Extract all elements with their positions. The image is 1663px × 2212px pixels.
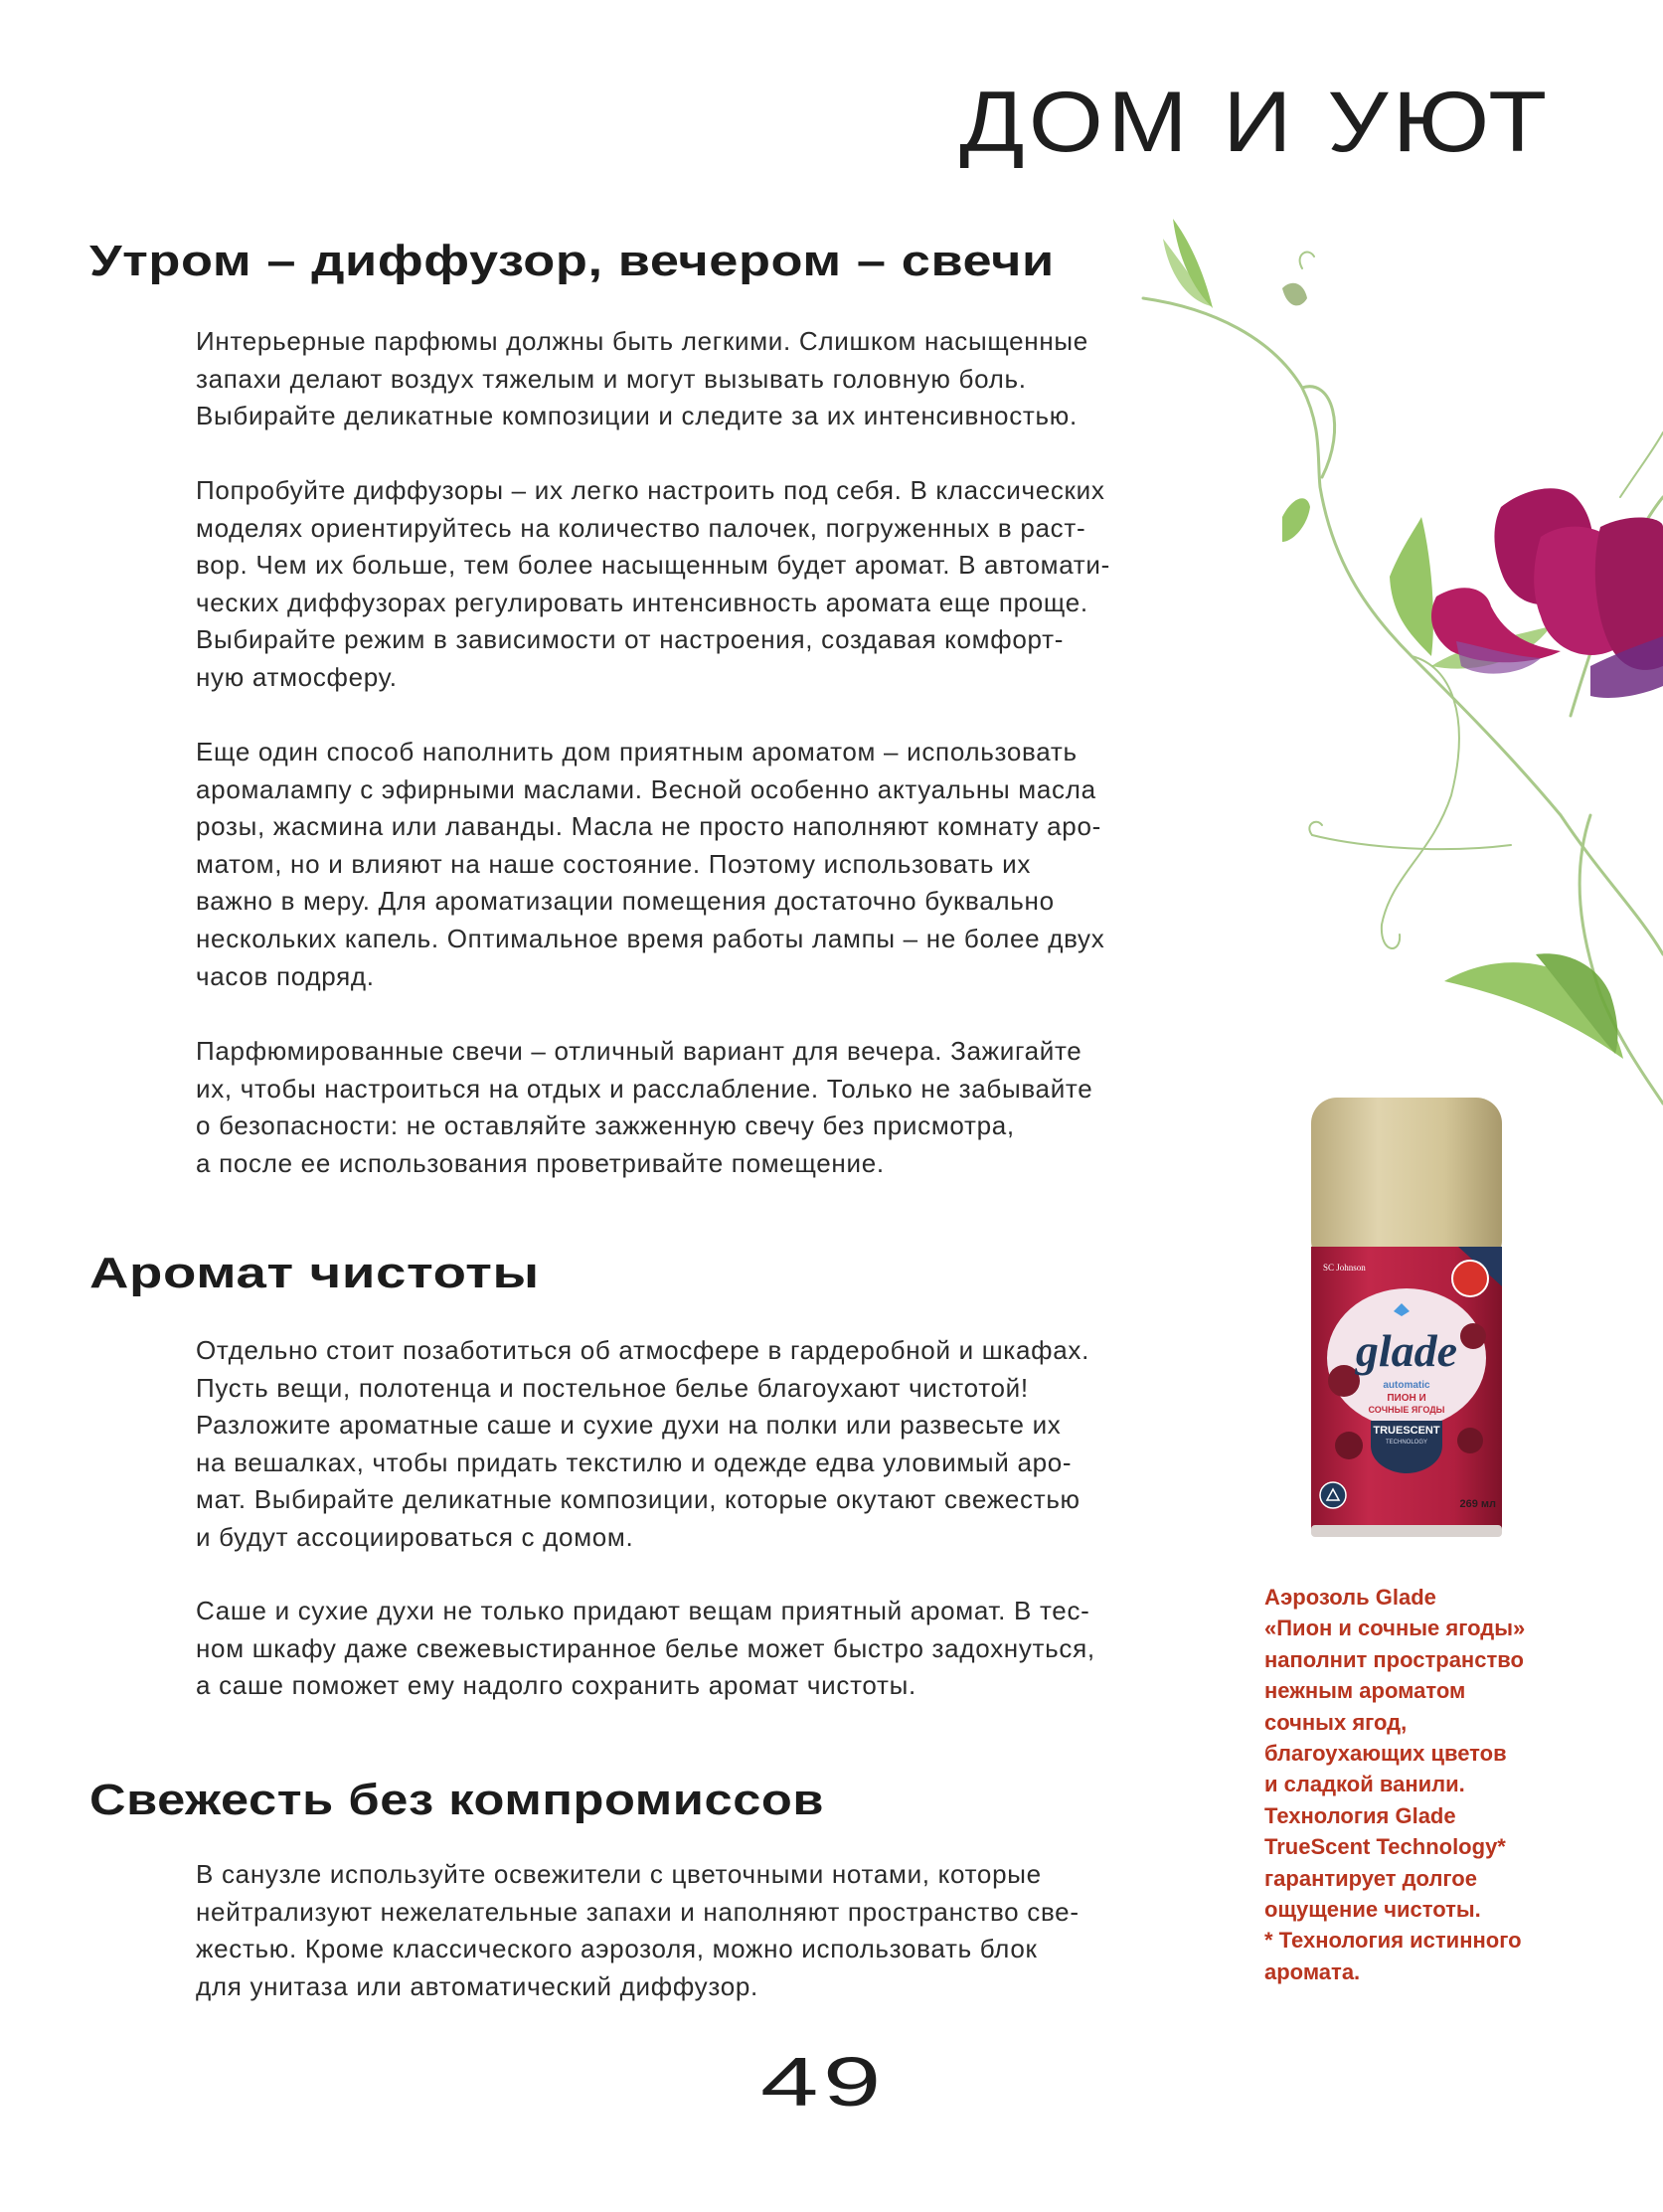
sweet-pea-illustration bbox=[1133, 199, 1663, 1113]
svg-text:ПИОН И: ПИОН И bbox=[1387, 1393, 1426, 1404]
page-number: 49 bbox=[760, 2043, 886, 2121]
section-heading-clean-scent: Аромат чистоты bbox=[89, 1249, 540, 1297]
section-heading-freshness: Свежесть без компромиссов bbox=[89, 1776, 825, 1824]
paragraph: Парфюмированные свечи – отличный вариант для вечера. Зажигайте их, чтобы настроиться на отдых и расслабление. Только не забывайте о безопасности: не оставляйте зажженную свечу без присмотра, а после ее использования проветривайте помещение. bbox=[196, 1036, 1093, 1178]
paragraph: В санузле используйте освежители с цветочными нотами, которые нейтрализуют нежелательные запахи и наполняют пространство све- жестью. Кроме классического аэрозоля, можно использовать блок для унитаза или автоматический диффузор. bbox=[196, 1859, 1080, 2001]
paragraph: Саше и сухие духи не только придают вещам приятный аромат. В тес- ном шкафу даже свежевыстиранное белье может быстро задохнуться, а саше поможет ему надолго сохранить аромат чистоты. bbox=[196, 1596, 1095, 1701]
paragraph: Попробуйте диффузоры – их легко настроить под себя. В классических моделях ориентируйтесь на количество палочек, погруженных в раст- вор. Чем их больше, тем более насыщенным будет аромат. В автомати- ческих диффузорах регулировать интенсивность аромата еще проще. Выбирайте режим в зависимости от настроения, создавая комфорт- ную атмосферу. bbox=[196, 475, 1110, 692]
product-caption: Аэрозоль Glade «Пион и сочные ягоды» наполнит пространство нежным ароматом сочных ягод, благоухающих цветов и сладкой ванили. Технология Glade TrueScent Technology* гарантирует долгое ощущение чистоты. * Технология истинного аромата. bbox=[1264, 1585, 1526, 1984]
page-section-title: ДОМ И УЮТ bbox=[959, 75, 1552, 170]
svg-text:glade: glade bbox=[1355, 1325, 1458, 1376]
svg-text:SC Johnson: SC Johnson bbox=[1323, 1263, 1366, 1273]
svg-text:automatic: automatic bbox=[1383, 1380, 1430, 1391]
glade-aerosol-product-image bbox=[1309, 1098, 1504, 1539]
paragraph: Интерьерные парфюмы должны быть легкими. Слишком насыщенные запахи делают воздух тяжелым и могут вызывать головную боль. Выбирайте деликатные композиции и следите за их интенсивностью. bbox=[196, 326, 1088, 431]
svg-text:TRUESCENT: TRUESCENT bbox=[1373, 1425, 1440, 1437]
section-heading-diffusers: Утром – диффузор, вечером – свечи bbox=[89, 237, 1055, 285]
paragraph: Отдельно стоит позаботиться об атмосфере в гардеробной и шкафах. Пусть вещи, полотенца и постельное белье благоухают чистотой! Разложите ароматные саше и сухие духи на полки или развесьте их на вешалках, чтобы придать текстилю и одежде едва уловимый аро- мат. Выбирайте деликатные композиции, которые окутают свежестью и будут ассоциироваться с домом. bbox=[196, 1335, 1089, 1552]
svg-text:269 мл: 269 мл bbox=[1459, 1498, 1496, 1510]
svg-text:СОЧНЫЕ ЯГОДЫ: СОЧНЫЕ ЯГОДЫ bbox=[1368, 1405, 1445, 1415]
svg-text:TECHNOLOGY: TECHNOLOGY bbox=[1385, 1440, 1428, 1446]
paragraph: Еще один способ наполнить дом приятным ароматом – использовать аромалампу с эфирными маслами. Весной особенно актуальны масла розы, жасмина или лаванды. Масла не просто наполняют комнату аро- матом, но и влияют на наше состояние. Поэтому использовать их важно в меру. Для ароматизации помещения достаточно буквально нескольких капель. Оптимальное время работы лампы – не более двух часов подряд. bbox=[196, 737, 1105, 991]
